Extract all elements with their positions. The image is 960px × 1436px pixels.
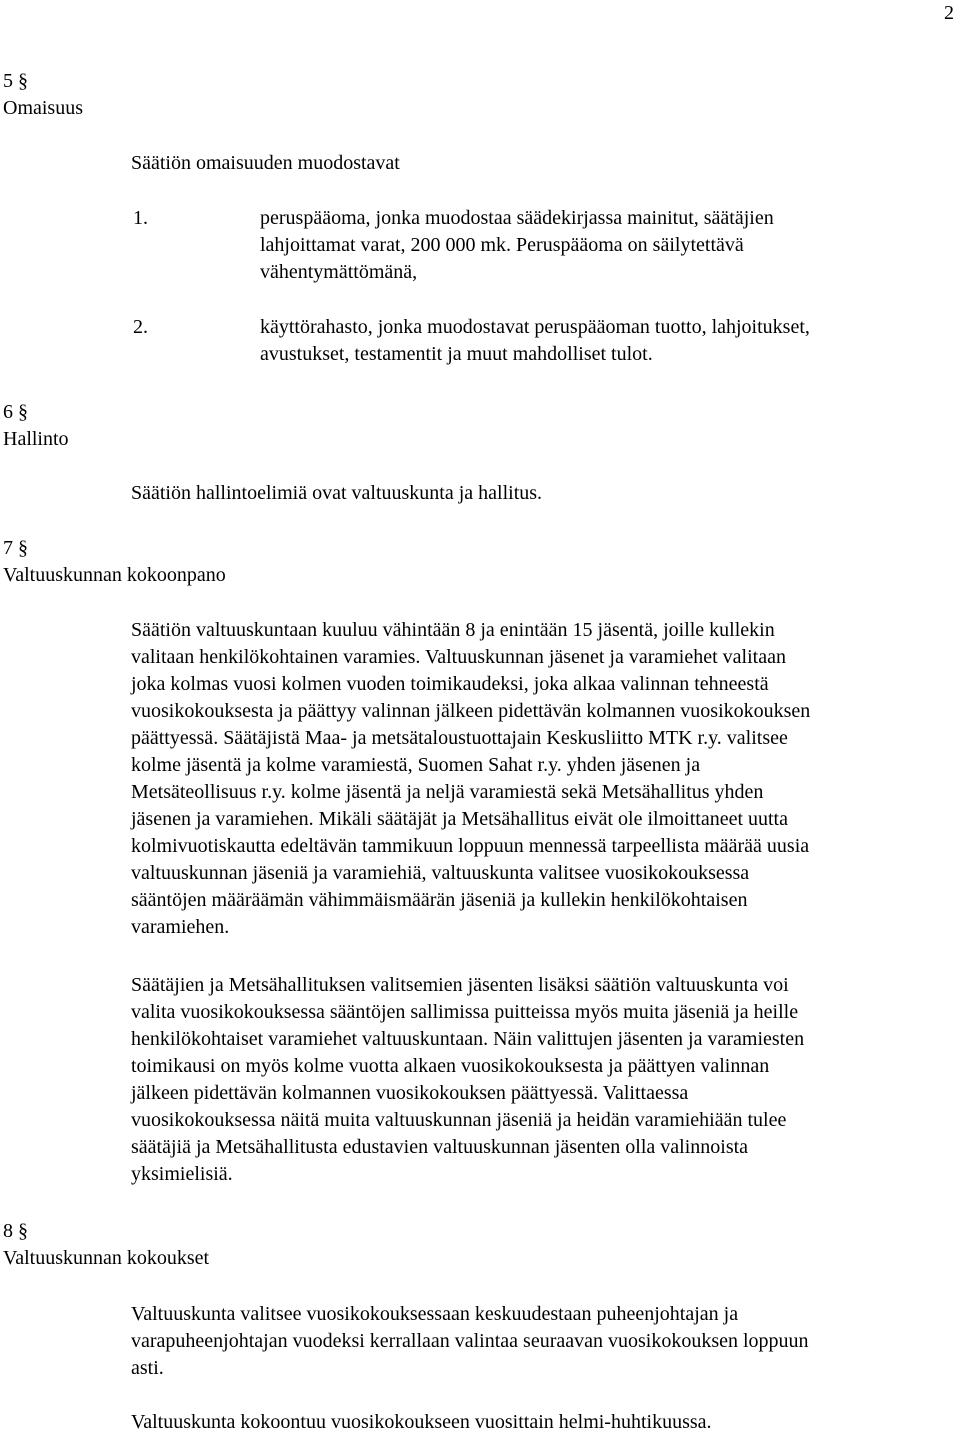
section-7-paragraph-1 bbox=[131, 617, 951, 941]
section-7-heading bbox=[3, 535, 226, 589]
text-line: yksimielisiä. bbox=[131, 1163, 233, 1185]
section-number: 5 § bbox=[3, 70, 28, 92]
section-title: Valtuuskunnan kokoonpano bbox=[3, 564, 226, 586]
section-title: Omaisuus bbox=[3, 97, 83, 119]
text-line: henkilökohtaiset varamiehet valtuuskuntaan. Näin valittujen jäsenten ja varamiesten bbox=[131, 1028, 805, 1050]
text-line: sääntöjen määräämän vähimmäismäärän jäseniä ja kullekin henkilökohtaisen bbox=[131, 889, 748, 911]
text-line: peruspääoma, jonka muodostaa säädekirjassa mainitut, säätäjien bbox=[260, 207, 774, 229]
text-line: avustukset, testamentit ja muut mahdolliset tulot. bbox=[260, 343, 653, 365]
text-line: säätäjiä ja Metsähallitusta edustavien valtuuskunnan jäsenten olla valinnoista bbox=[131, 1136, 749, 1158]
text-line: Metsäteollisuus r.y. kolme jäsentä ja neljä varamiestä sekä Metsähallitus yhden bbox=[131, 781, 764, 803]
text-line: Valtuuskunta valitsee vuosikokouksessaan keskuudestaan puheenjohtajan ja bbox=[131, 1303, 739, 1325]
text-line: jälkeen pidettävän kolmannen vuosikokouksen päättyessä. Valittaessa bbox=[131, 1082, 689, 1104]
text-line: joka kolmas vuosi kolmen vuoden toimikaudeksi, joka alkaa valinnan tehneestä bbox=[131, 673, 769, 695]
text-line: vuosikokouksesta ja päättyy valinnan jälkeen pidettävän kolmannen vuosikokouksen bbox=[131, 700, 811, 722]
text-line: vuosikokouksessa näitä muita valtuuskunnan jäseniä ja heidän varamiehiään tulee bbox=[131, 1109, 787, 1131]
section-title: Valtuuskunnan kokoukset bbox=[3, 1247, 210, 1269]
section-number: 8 § bbox=[3, 1220, 28, 1242]
text-line: varamiehen. bbox=[131, 916, 230, 938]
text-line: valita vuosikokouksessa sääntöjen sallimissa puitteissa myös muita jäseniä ja heille bbox=[131, 1001, 799, 1023]
text-line: lahjoittamat varat, 200 000 mk. Peruspääoma on säilytettävä bbox=[260, 234, 744, 256]
section-6-paragraph bbox=[131, 480, 951, 507]
section-number: 6 § bbox=[3, 401, 28, 423]
text-line: valitaan henkilökohtainen varamies. Valtuuskunnan jäsenet ja varamiehet valitaan bbox=[131, 646, 786, 668]
text-line: asti. bbox=[131, 1357, 164, 1379]
section-5-intro: Säätiön omaisuuden muodostavat bbox=[131, 152, 400, 174]
page-number: 2 bbox=[944, 2, 954, 24]
section-5-heading bbox=[3, 68, 83, 122]
section-7-paragraph-2 bbox=[131, 972, 951, 1188]
text-line: kolmivuotiskautta edeltävän tammikuun loppuun mennessä tarpeellista määrää uusia bbox=[131, 835, 810, 857]
text-line: Säätiön hallintoelimiä ovat valtuuskunta ja hallitus. bbox=[131, 482, 543, 504]
list-item-text bbox=[260, 314, 900, 368]
text-line: jäsenen ja varamiehen. Mikäli säätäjät ja Metsähallitus eivät ole ilmoittaneet uutta bbox=[131, 808, 788, 830]
section-8-heading bbox=[3, 1218, 209, 1272]
section-number: 7 § bbox=[3, 537, 28, 559]
text-line: valtuuskunnan jäseniä ja varamiehiä, valtuuskunta valitsee vuosikokouksessa bbox=[131, 862, 750, 884]
section-title: Hallinto bbox=[3, 428, 69, 450]
text-line: käyttörahasto, jonka muodostavat peruspääoman tuotto, lahjoitukset, bbox=[260, 316, 810, 338]
text-line: Säätäjien ja Metsähallituksen valitsemien jäsenten lisäksi säätiön valtuuskunta voi bbox=[131, 974, 789, 996]
text-line: päättyessä. Säätäjistä Maa- ja metsätaloustuottajain Keskusliitto MTK r.y. valitsee bbox=[131, 727, 788, 749]
text-line: Valtuuskunta kokoontuu vuosikokoukseen vuosittain helmi-huhtikuussa. bbox=[131, 1411, 712, 1433]
list-item-number: 2. bbox=[133, 316, 148, 338]
text-line: varapuheenjohtajan vuodeksi kerrallaan valintaa seuraavan vuosikokouksen loppuun bbox=[131, 1330, 809, 1352]
section-6-heading bbox=[3, 399, 69, 453]
text-line: kolme jäsentä ja kolme varamiestä, Suomen Sahat r.y. yhden jäsenen ja bbox=[131, 754, 701, 776]
section-8-paragraph-1 bbox=[131, 1301, 951, 1382]
text-line: vähentymättömänä, bbox=[260, 261, 418, 283]
text-line: toimikausi on myös kolme vuotta alkaen vuosikokouksesta ja päättyen valinnan bbox=[131, 1055, 770, 1077]
list-item-text bbox=[260, 205, 900, 286]
text-line: Säätiön valtuuskuntaan kuuluu vähintään 8 ja enintään 15 jäsentä, joille kullekin bbox=[131, 619, 775, 641]
list-item-number: 1. bbox=[133, 207, 148, 229]
